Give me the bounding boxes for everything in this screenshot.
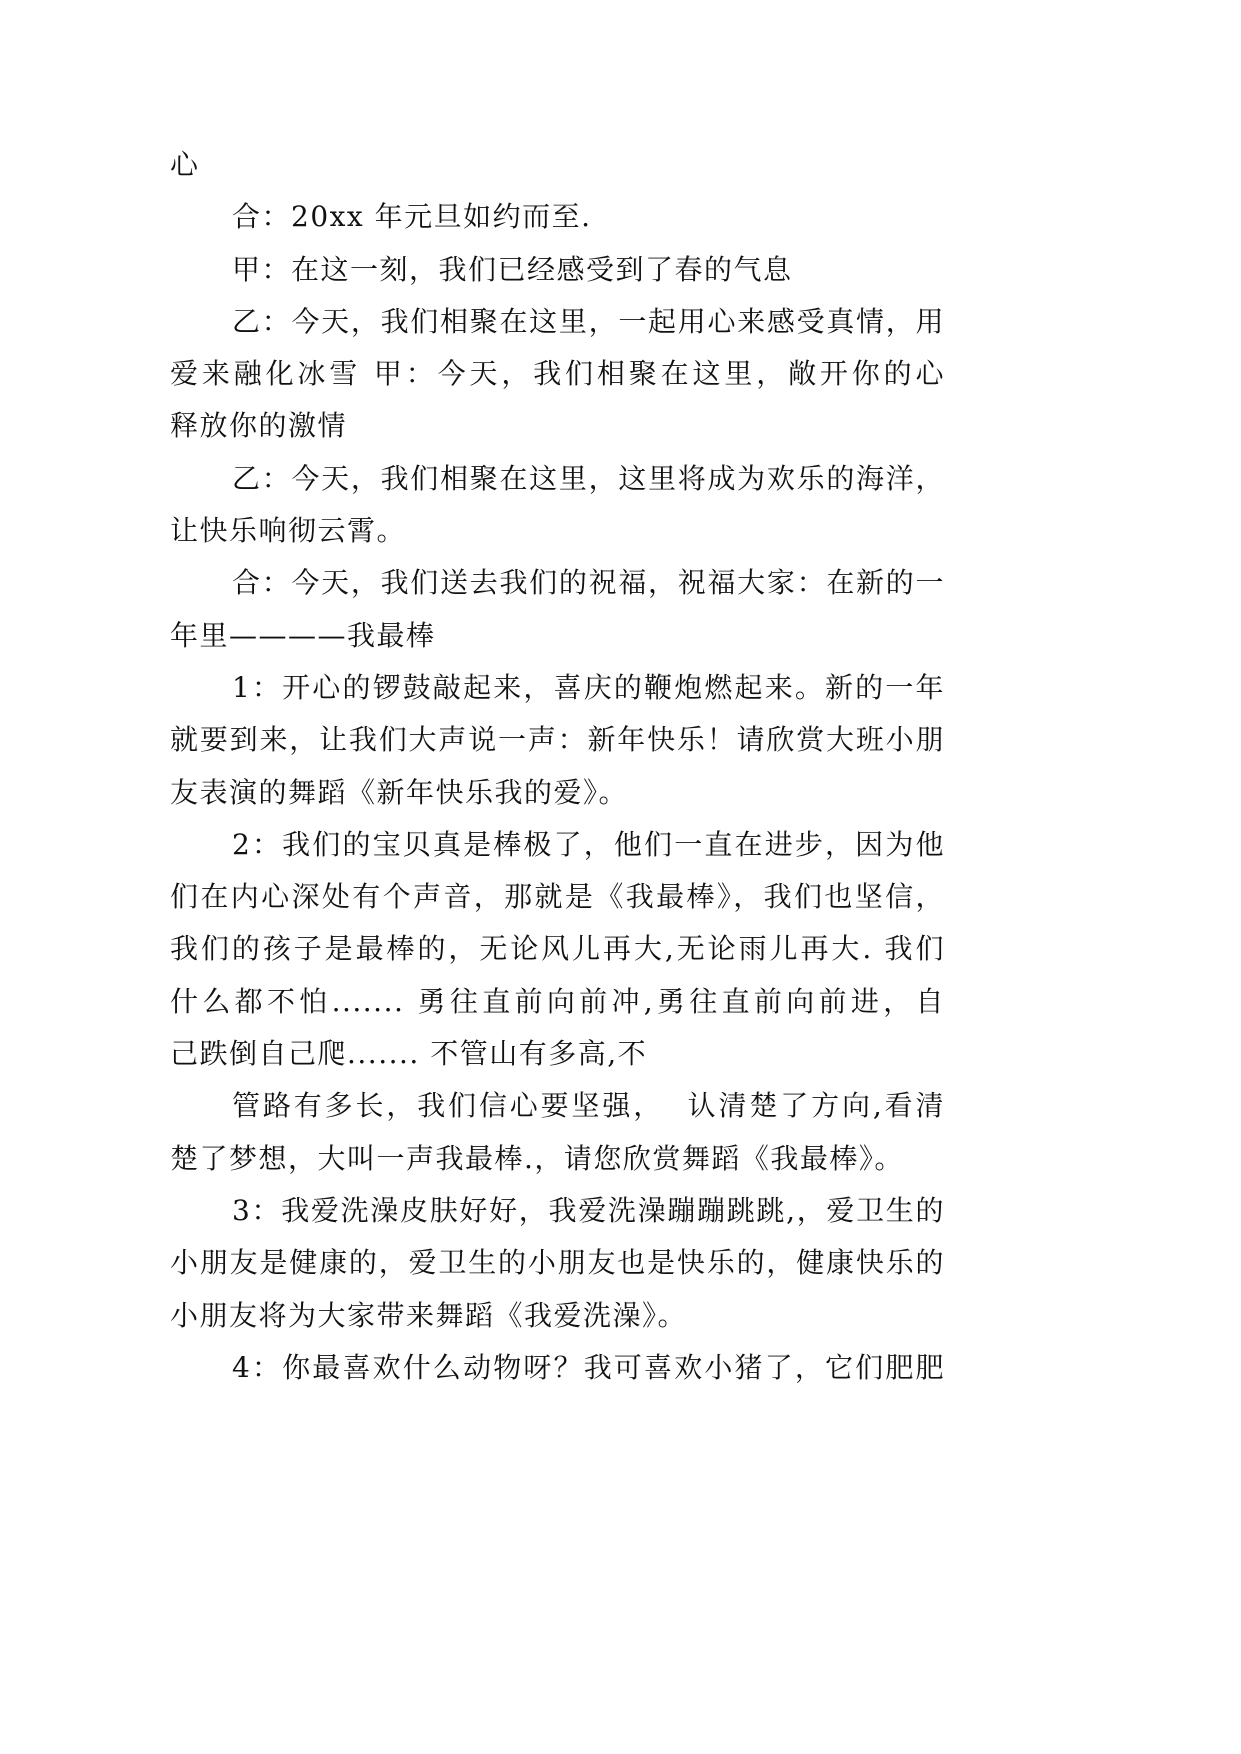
text-line: 2：我们的宝贝真是棒极了，他们一直在进步，因为他: [232, 827, 945, 861]
text-line: 们在内心深处有个声音，那就是《我最棒》，我们也坚信，: [170, 880, 945, 914]
text-line: 合：20xx 年元旦如约而至.: [232, 200, 592, 234]
text-line: 友表演的舞蹈《新年快乐我的爱》。: [170, 775, 629, 809]
text-line: 就要到来，让我们大声说一声：新年快乐！请欣赏大班小朋: [170, 723, 945, 757]
text-line: 己跌倒自己爬....... 不管山有多高,不: [170, 1037, 648, 1071]
text-line: 乙：今天，我们相聚在这里，这里将成为欢乐的海洋，: [232, 461, 945, 495]
text-line: 让快乐响彻云霄。: [170, 514, 407, 548]
text-line: 楚了梦想，大叫一声我最棒.，请您欣赏舞蹈《我最棒》。: [170, 1141, 904, 1175]
text-line: 我们的孩子是最棒的，无论风儿再大,无论雨儿再大. 我们: [170, 932, 945, 966]
text-line: 1：开心的锣鼓敲起来，喜庆的鞭炮燃起来。新的一年: [232, 670, 945, 704]
text-line: 甲：在这一刻，我们已经感受到了春的气息: [232, 252, 793, 286]
text-line: 心: [170, 148, 200, 181]
text-line: 3：我爱洗澡皮肤好好，我爱洗澡蹦蹦跳跳,，爱卫生的: [232, 1193, 945, 1227]
text-line: 管路有多长，我们信心要坚强， 认清楚了方向,看清: [232, 1089, 945, 1123]
body-text: [170, 139, 945, 1394]
text-line: 年里————我最棒: [170, 618, 436, 652]
text-line: 释放你的激情: [170, 409, 348, 443]
text-line: 乙：今天，我们相聚在这里，一起用心来感受真情，用: [232, 304, 945, 338]
text-line: 小朋友将为大家带来舞蹈《我爱洗澡》。: [170, 1298, 688, 1332]
text-line: 合：今天，我们送去我们的祝福，祝福大家：在新的一: [232, 566, 945, 600]
text-line: 什么都不怕....... 勇往直前向前冲,勇往直前向前进，自: [170, 984, 945, 1018]
text-line: 4：你最喜欢什么动物呀？我可喜欢小猪了，它们肥肥: [232, 1350, 945, 1384]
text-line: 爱来融化冰雪 甲：今天，我们相聚在这里，敞开你的心: [170, 357, 945, 391]
text-line: 小朋友是健康的，爱卫生的小朋友也是快乐的，健康快乐的: [170, 1246, 945, 1280]
